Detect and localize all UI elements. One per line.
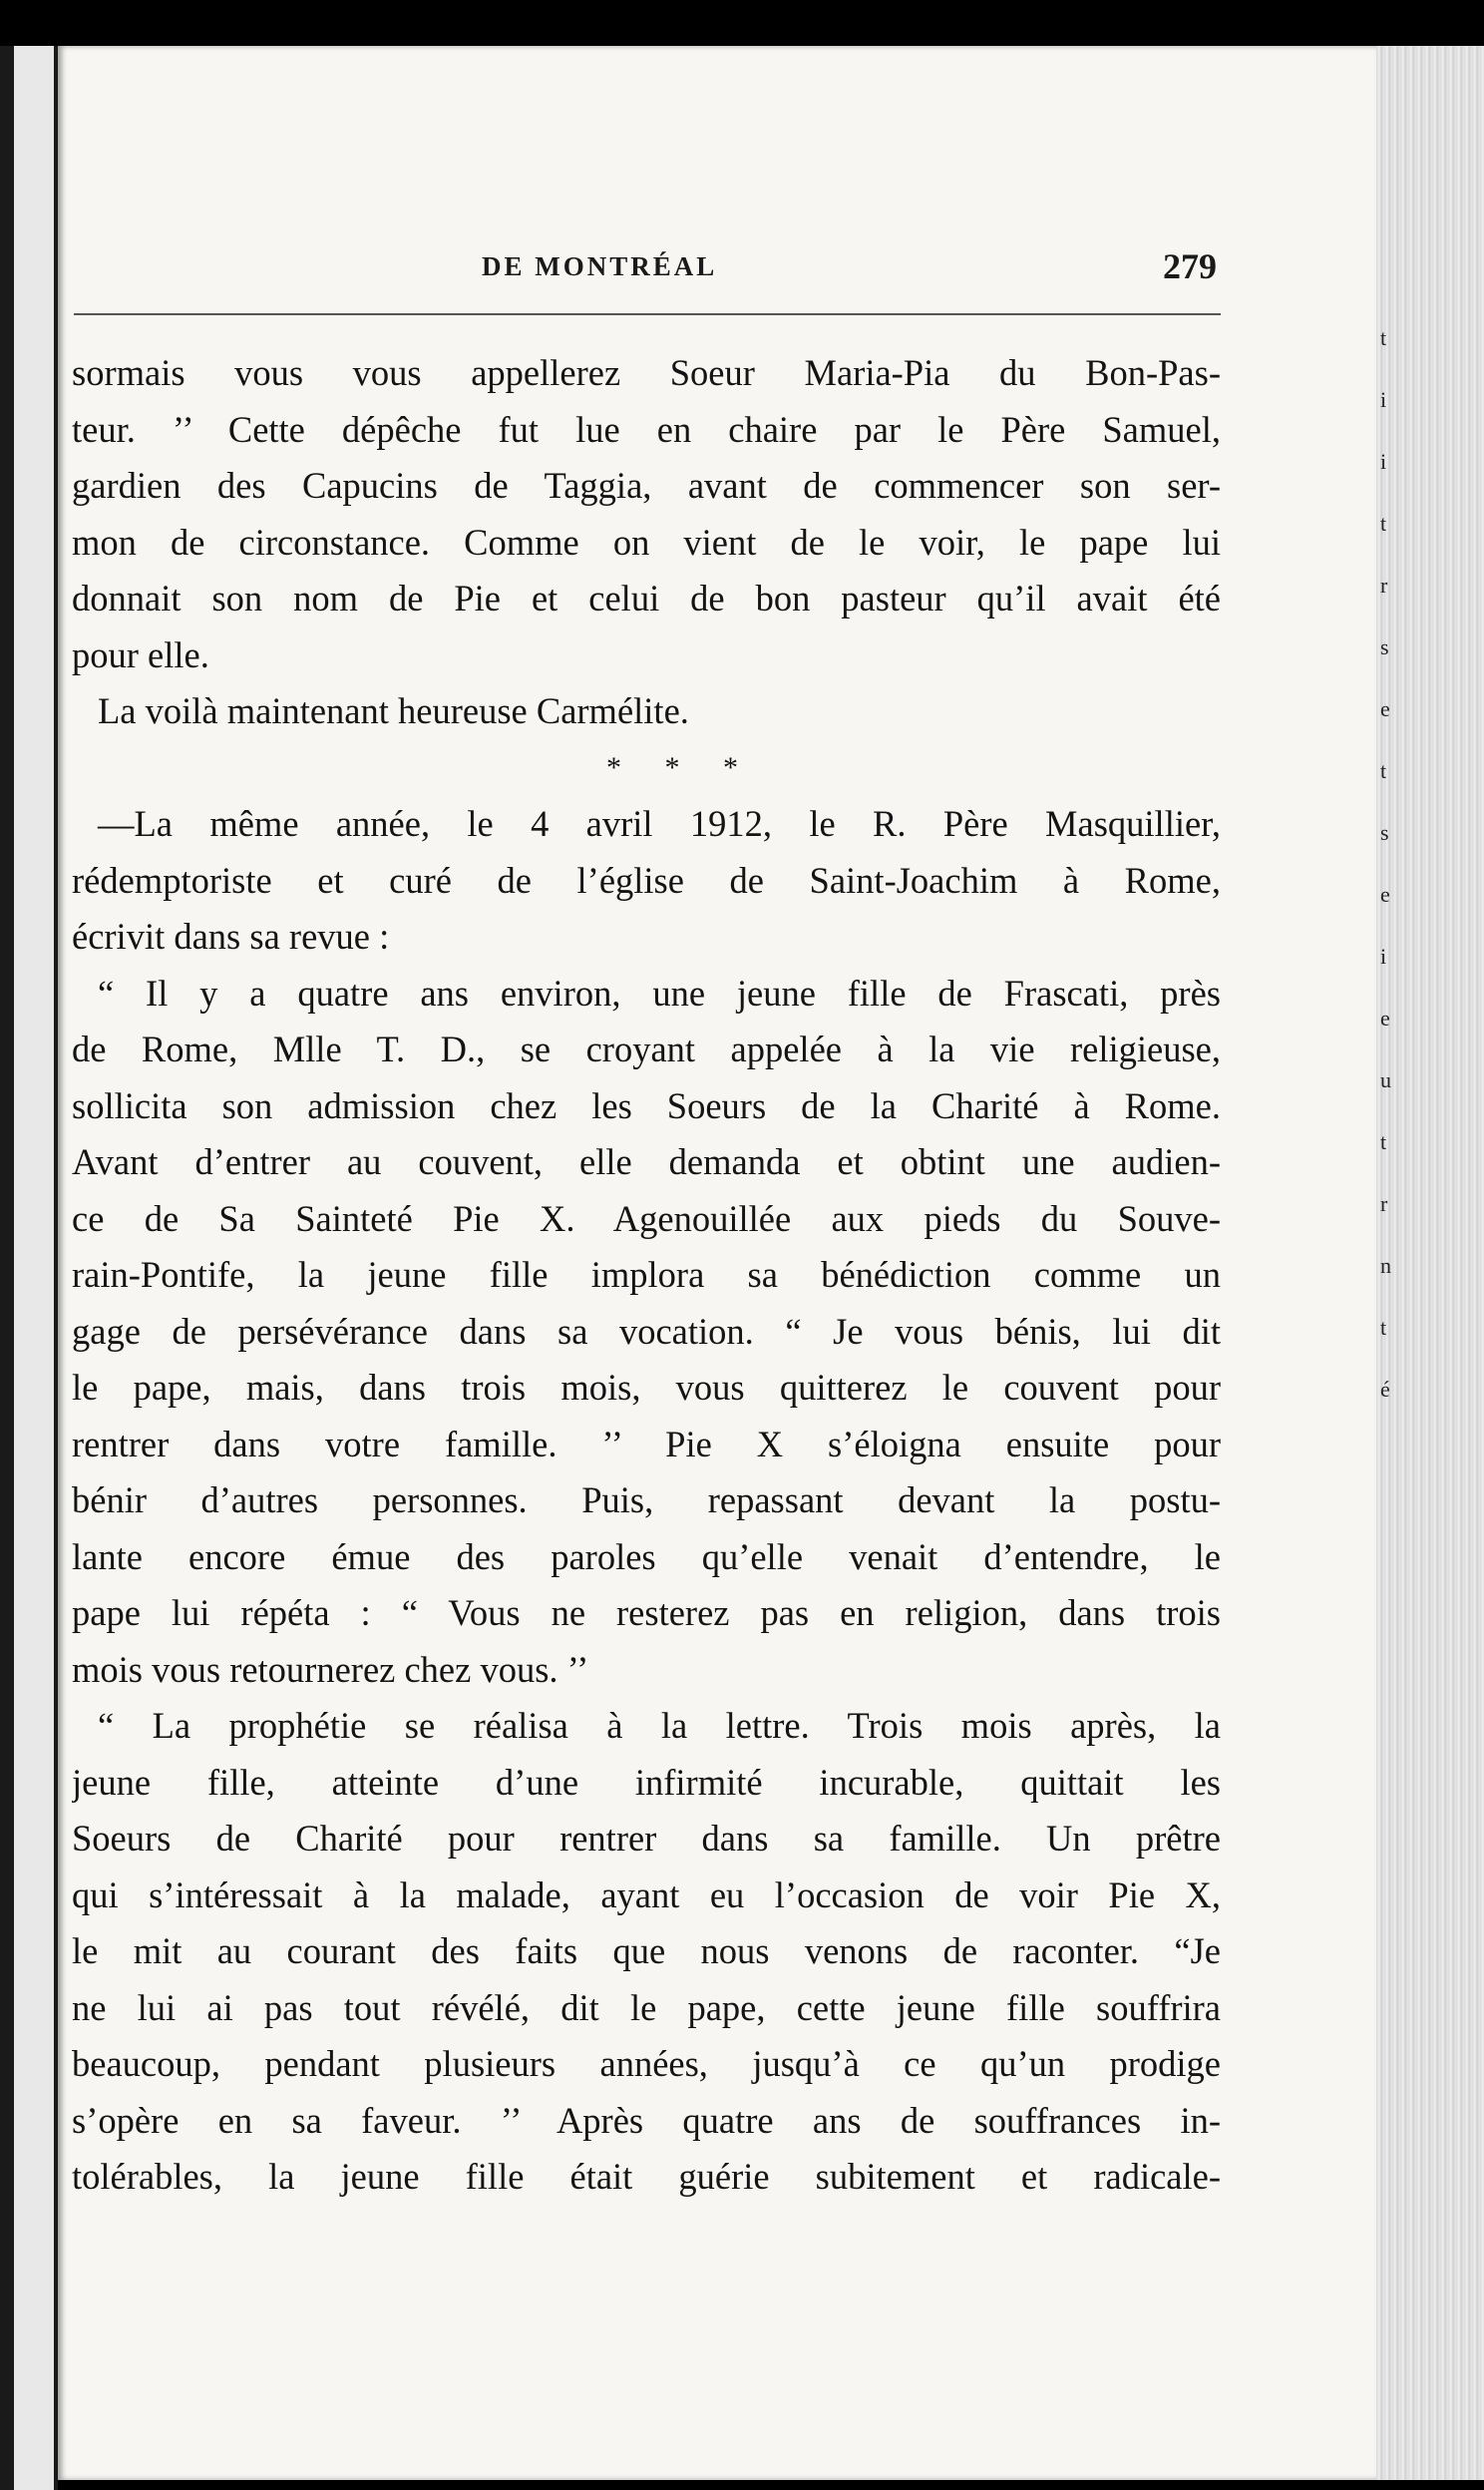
facing-page-fragment: é bbox=[1380, 1377, 1390, 1402]
facing-page-fragment: r bbox=[1380, 573, 1388, 598]
facing-page-fragment: t bbox=[1380, 325, 1387, 350]
text-line: le mit au courant des faits que nous venons de raconter. “Je bbox=[72, 1930, 1221, 1971]
text-line: sollicita son admission chez les Soeurs de la Charité à Rome. bbox=[72, 1084, 1221, 1126]
facing-page-fragment: e bbox=[1380, 882, 1390, 907]
book-page bbox=[58, 46, 1376, 2480]
text-line: pour elle. bbox=[72, 633, 209, 675]
facing-page-fragment: t bbox=[1380, 1315, 1387, 1340]
text-line: pape lui répéta : “ Vous ne resterez pas en religion, dans trois bbox=[72, 1592, 1221, 1633]
facing-page-fragment: t bbox=[1380, 511, 1387, 536]
text-line: “ La prophétie se réalisa à la lettre. Trois mois après, la bbox=[98, 1705, 1221, 1746]
facing-page-fragment: t bbox=[1380, 758, 1387, 783]
facing-page-edge bbox=[14, 46, 54, 2490]
text-line: ce de Sa Sainteté Pie X. Agenouillée aux pieds du Souve- bbox=[72, 1197, 1221, 1239]
text-line: ne lui ai pas tout révélé, dit le pape, cette jeune fille souffrira bbox=[72, 1986, 1221, 2028]
facing-page-fragment: e bbox=[1380, 1006, 1390, 1031]
text-line: mois vous retournerez chez vous. ’’ bbox=[72, 1648, 589, 1690]
text-line: Soeurs de Charité pour rentrer dans sa famille. Un prêtre bbox=[72, 1818, 1221, 1859]
facing-page-fragments bbox=[1376, 46, 1406, 2480]
text-line: Avant d’entrer au couvent, elle demanda et obtint une audien- bbox=[72, 1141, 1221, 1182]
text-line: écrivit dans sa revue : bbox=[72, 916, 390, 957]
text-line: sormais vous vous appellerez Soeur Maria-Pia du Bon-Pas- bbox=[72, 352, 1221, 393]
running-head bbox=[58, 245, 1376, 285]
facing-page-fragment: i bbox=[1380, 387, 1387, 412]
text-line: jeune fille, atteinte d’une infirmité incurable, quittait les bbox=[72, 1761, 1221, 1803]
text-line: gardien des Capucins de Taggia, avant de commencer son ser- bbox=[72, 465, 1221, 506]
text-line: rain-Pontife, la jeune fille implora sa bénédiction comme un bbox=[72, 1254, 1221, 1295]
text-line: donnait son nom de Pie et celui de bon pasteur qu’il avait été bbox=[72, 578, 1221, 619]
text-line: rédemptoriste et curé de l’église de Saint-Joachim à Rome, bbox=[72, 859, 1221, 901]
text-line: lante encore émue des paroles qu’elle venait d’entendre, le bbox=[72, 1535, 1221, 1577]
text-line: le pape, mais, dans trois mois, vous quitterez le couvent pour bbox=[72, 1367, 1221, 1408]
facing-page-fragment: s bbox=[1380, 820, 1389, 845]
section-separator: * * * bbox=[606, 750, 756, 784]
facing-page-fragment: s bbox=[1380, 634, 1389, 659]
running-title: DE MONTRÉAL bbox=[482, 251, 718, 281]
text-line: bénir d’autres personnes. Puis, repassant devant la postu- bbox=[72, 1479, 1221, 1520]
binding-gutter bbox=[0, 46, 58, 2490]
facing-page-fragment: i bbox=[1380, 944, 1387, 969]
page-stack-edge bbox=[1376, 46, 1484, 2480]
text-line: de Rome, Mlle T. D., se croyant appelée à la vie religieuse, bbox=[72, 1029, 1221, 1069]
text-line: beaucoup, pendant plusieurs années, jusqu’à ce qu’un prodige bbox=[72, 2043, 1221, 2084]
text-line: teur. ’’ Cette dépêche fut lue en chaire par le Père Samuel, bbox=[72, 408, 1221, 450]
text-line: rentrer dans votre famille. ’’ Pie X s’éloigna ensuite pour bbox=[72, 1423, 1221, 1464]
facing-page-fragment: u bbox=[1380, 1067, 1391, 1092]
header-rule bbox=[74, 313, 1221, 315]
text-line: qui s’intéressait à la malade, ayant eu l’occasion de voir Pie X, bbox=[72, 1873, 1221, 1915]
text-line: s’opère en sa faveur. ’’ Après quatre ans de souffrances in- bbox=[72, 2099, 1221, 2141]
text-line: mon de circonstance. Comme on vient de le voir, le pape lui bbox=[72, 521, 1221, 563]
text-line: tolérables, la jeune fille était guérie subitement et radicale- bbox=[72, 2156, 1221, 2197]
text-line: gage de persévérance dans sa vocation. “ Je vous bénis, lui dit bbox=[72, 1310, 1221, 1352]
text-line: La voilà maintenant heureuse Carmélite. bbox=[98, 690, 689, 731]
facing-page-fragment: r bbox=[1380, 1191, 1388, 1216]
facing-page-fragment: e bbox=[1380, 696, 1390, 721]
page-number: 279 bbox=[1163, 246, 1217, 286]
facing-page-fragment: i bbox=[1380, 449, 1387, 474]
body-text bbox=[72, 345, 1221, 2206]
facing-page-fragment: n bbox=[1380, 1253, 1391, 1278]
text-line: “ Il y a quatre ans environ, une jeune fille de Frascati, près bbox=[98, 972, 1221, 1014]
text-line: —La même année, le 4 avril 1912, le R. Père Masquillier, bbox=[98, 803, 1221, 844]
facing-page-fragment: t bbox=[1380, 1129, 1387, 1154]
